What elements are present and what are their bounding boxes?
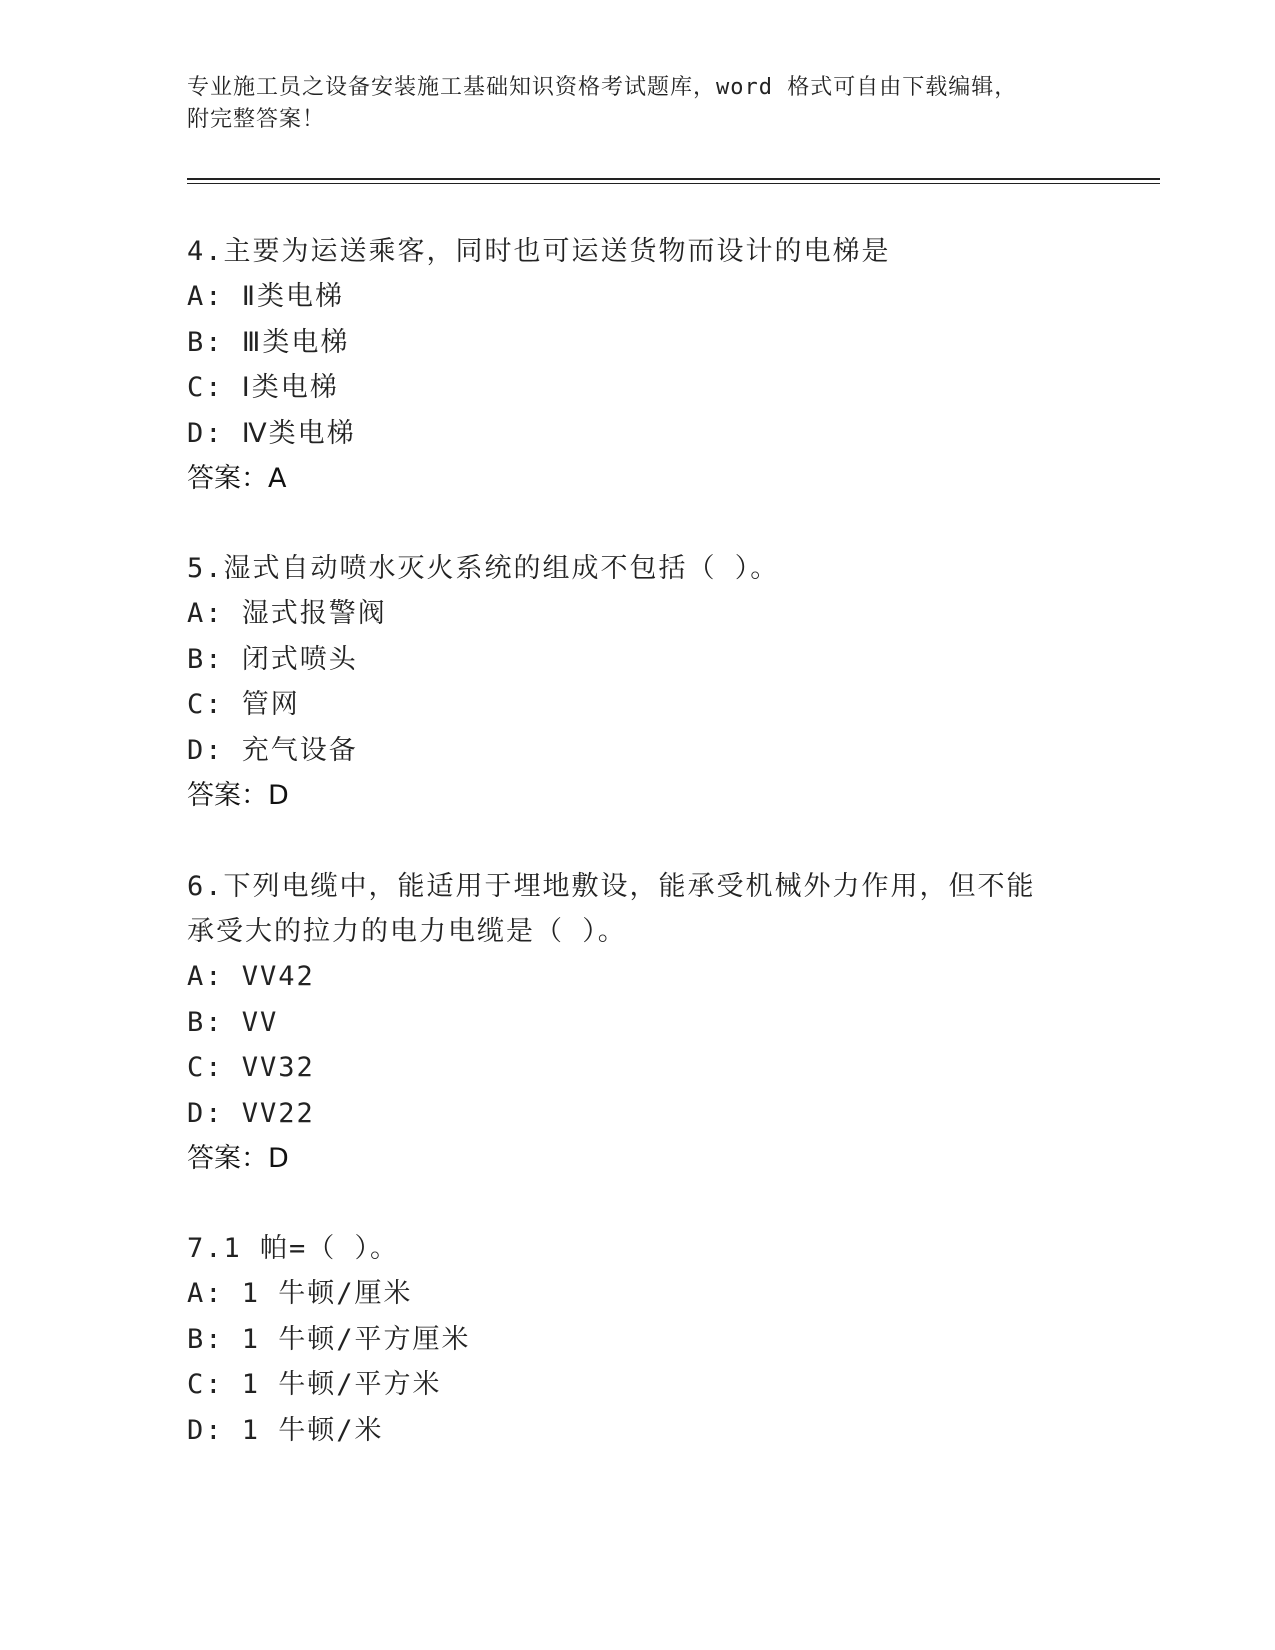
option-c: C: Ⅰ类电梯 — [187, 372, 339, 404]
option-b: B: 1 牛顿/平方厘米 — [187, 1323, 471, 1355]
question-5 — [187, 546, 1087, 818]
option-d: D: 充气设备 — [187, 734, 358, 766]
question-4 — [187, 229, 1087, 501]
option-c: C: VV32 — [187, 1052, 315, 1084]
option-a: A: Ⅱ类电梯 — [187, 281, 345, 312]
question-text: 7.1 帕=（ ）。 — [187, 1233, 400, 1264]
question-text: 4.主要为运送乘客，同时也可运送货物而设计的电梯是 — [187, 236, 891, 267]
option-a: A: VV42 — [187, 961, 315, 992]
question-6 — [187, 864, 1057, 1181]
option-c: C: 管网 — [187, 689, 300, 721]
option-d: D: VV22 — [187, 1097, 315, 1129]
option-d: D: Ⅳ类电梯 — [187, 417, 356, 449]
option-b: B: VV — [187, 1006, 279, 1038]
header-line-2: 附完整答案！ — [187, 107, 326, 132]
document-header — [187, 72, 1087, 136]
header-divider-thick — [187, 178, 1160, 180]
answer: 答案：D — [187, 780, 289, 812]
option-b: B: 闭式喷头 — [187, 643, 358, 675]
option-c: C: 1 牛顿/平方米 — [187, 1369, 442, 1401]
question-7 — [187, 1226, 1087, 1453]
option-b: B: Ⅲ类电梯 — [187, 326, 350, 358]
answer: 答案：D — [187, 1143, 289, 1175]
option-a: A: 湿式报警阀 — [187, 598, 387, 629]
header-line-1: 专业施工员之设备安装施工基础知识资格考试题库，word 格式可自由下载编辑， — [187, 75, 1018, 100]
option-d: D: 1 牛顿/米 — [187, 1414, 384, 1446]
answer: 答案：A — [187, 463, 287, 495]
header-divider-thin — [187, 183, 1160, 184]
question-text: 5.湿式自动喷水灭火系统的组成不包括（ ）。 — [187, 553, 780, 584]
question-text: 6.下列电缆中，能适用于埋地敷设，能承受机械外力作用，但不能承受大的拉力的电力电缆是（ ）。 — [187, 871, 1036, 947]
option-a: A: 1 牛顿/厘米 — [187, 1278, 413, 1309]
